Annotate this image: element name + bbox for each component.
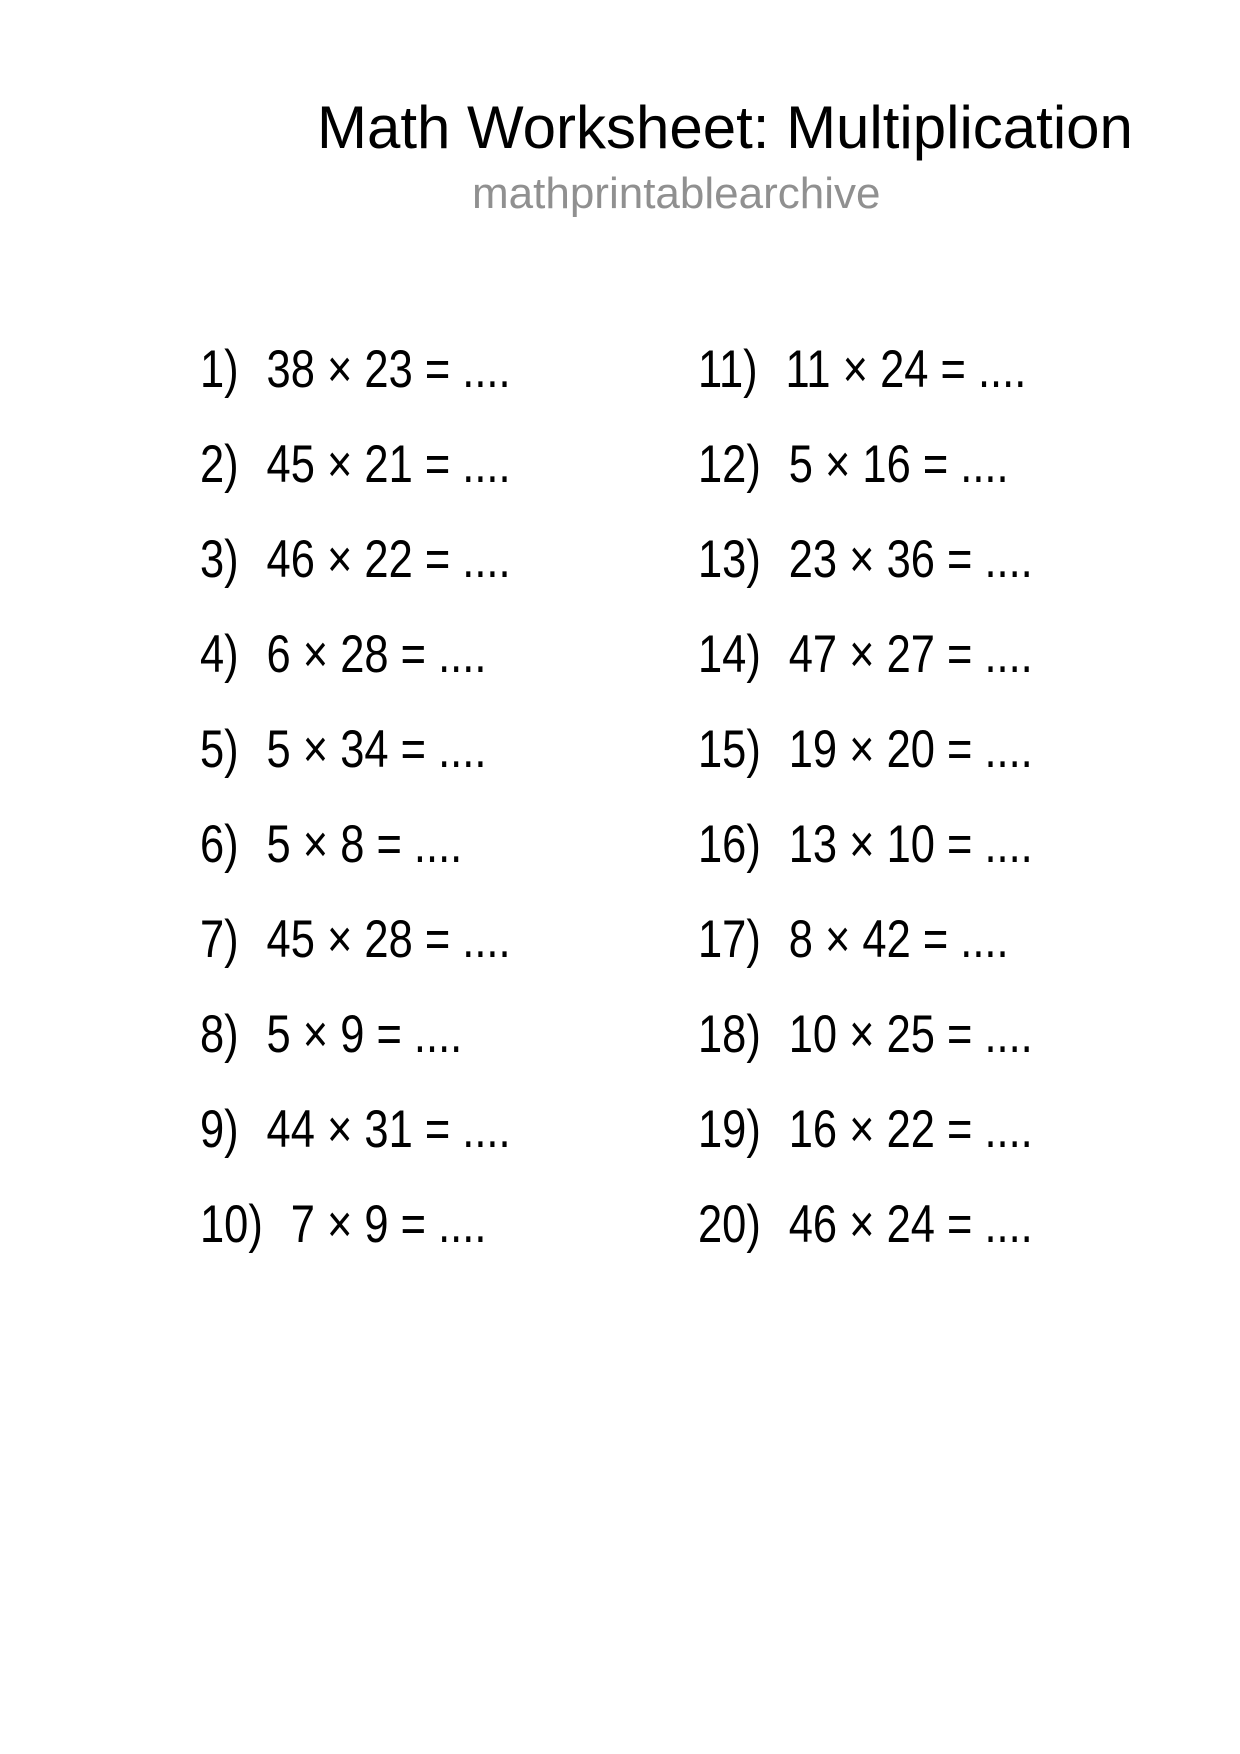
problem-expression: 5 × 34 = .... [266,720,487,779]
problem-number: 1) [200,340,239,399]
problems-left-column [200,322,579,1272]
problem-number: 8) [200,1005,239,1064]
problem-number: 11) [698,340,758,399]
problem-number: 12) [698,435,761,494]
problem-item [200,1177,579,1272]
problem-expression: 16 × 22 = .... [788,1100,1033,1159]
problem-number: 18) [698,1005,761,1064]
problem-item [698,1177,1106,1272]
problem-number: 13) [698,530,761,589]
problem-expression: 19 × 20 = .... [788,720,1033,779]
problem-item [200,892,579,987]
problem-expression: 45 × 28 = .... [266,910,511,969]
problem-number: 14) [698,625,761,684]
problem-number: 17) [698,910,761,969]
problem-expression: 46 × 22 = .... [266,530,511,589]
problem-item [698,797,1106,892]
problem-number: 15) [698,720,761,779]
problem-number: 7) [200,910,239,969]
problem-number: 20) [698,1195,761,1254]
problem-number: 19) [698,1100,761,1159]
problem-expression: 11 × 24 = .... [785,340,1027,399]
page-subtitle: mathprintablearchive [472,169,881,218]
page-title: Math Worksheet: Multiplication [317,94,1133,161]
problem-item [200,322,579,417]
problem-expression: 8 × 42 = .... [788,910,1009,969]
problem-item [698,1082,1106,1177]
problem-item [200,607,579,702]
problem-item [200,797,579,892]
problem-expression: 13 × 10 = .... [788,815,1033,874]
problem-number: 4) [200,625,239,684]
problem-expression: 7 × 9 = .... [290,1195,487,1254]
problem-expression: 6 × 28 = .... [266,625,487,684]
problem-number: 3) [200,530,239,589]
problem-expression: 38 × 23 = .... [266,340,511,399]
problem-expression: 47 × 27 = .... [788,625,1033,684]
problem-expression: 23 × 36 = .... [788,530,1033,589]
problem-item [200,987,579,1082]
problem-expression: 10 × 25 = .... [788,1005,1033,1064]
problem-item [698,987,1106,1082]
problem-number: 2) [200,435,239,494]
problem-number: 6) [200,815,239,874]
problem-item [698,702,1106,797]
problem-item [698,322,1106,417]
problem-item [698,417,1106,512]
problem-number: 16) [698,815,761,874]
problems-right-column [698,322,1106,1272]
problem-number: 5) [200,720,239,779]
problem-item [200,1082,579,1177]
problem-item [200,702,579,797]
problem-expression: 45 × 21 = .... [266,435,511,494]
problem-number: 9) [200,1100,239,1159]
problem-item [200,512,579,607]
problem-item [698,892,1106,987]
problem-number: 10) [200,1195,263,1254]
problem-item [200,417,579,512]
problem-expression: 46 × 24 = .... [788,1195,1033,1254]
problem-expression: 44 × 31 = .... [266,1100,511,1159]
problem-expression: 5 × 9 = .... [266,1005,463,1064]
problem-item [698,607,1106,702]
problem-expression: 5 × 8 = .... [266,815,463,874]
problem-expression: 5 × 16 = .... [788,435,1009,494]
problem-item [698,512,1106,607]
